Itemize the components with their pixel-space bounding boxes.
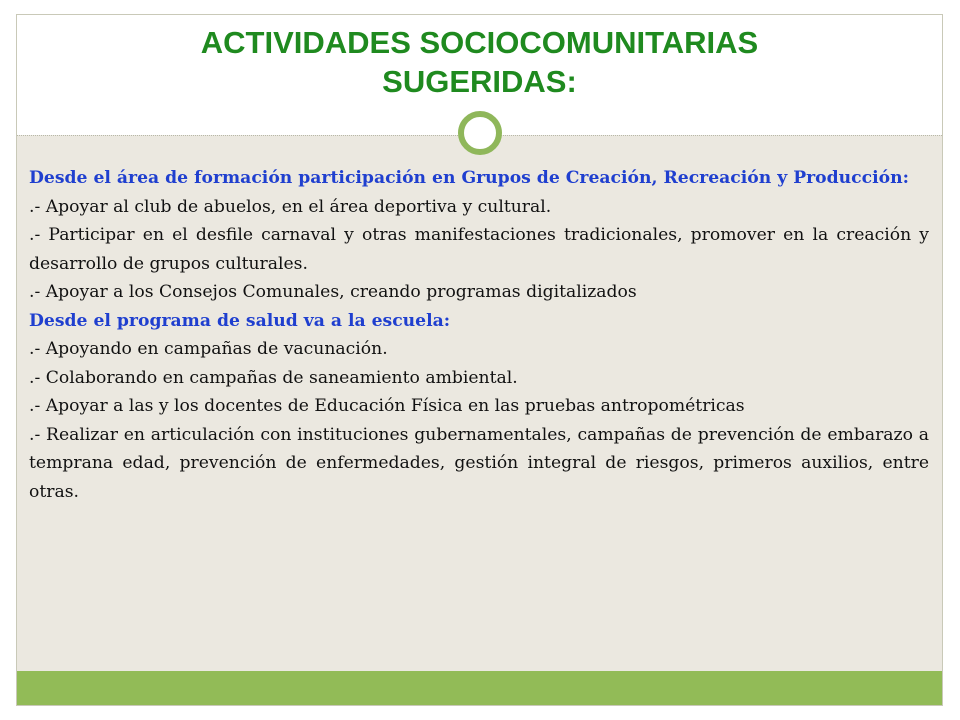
footer-bar <box>17 671 942 705</box>
list-item: .- Apoyando en campañas de vacunación. <box>29 339 388 359</box>
slide-title <box>17 23 942 101</box>
slide <box>16 14 943 706</box>
slide-body <box>29 164 929 506</box>
title-line-2: SUGERIDAS: <box>382 64 577 99</box>
section-heading-health: Desde el programa de salud va a la escuela: <box>29 310 451 331</box>
list-item: .- Participar en el desfile carnaval y otras manifestaciones tradicionales, promover en la creación y desarrollo de grupos culturales. <box>29 225 929 274</box>
list-item: .- Realizar en articulación con instituciones gubernamentales, campañas de prevención de embarazo a temprana edad, prevención de enfermedades, gestión integral de riesgos, primeros auxilios, entre otras. <box>29 424 929 502</box>
list-item: .- Apoyar a los Consejos Comunales, creando programas digitalizados <box>29 282 637 302</box>
list-item: .- Colaborando en campañas de saneamiento ambiental. <box>29 367 518 388</box>
circle-ornament-icon <box>458 111 502 155</box>
list-item: .- Apoyar a las y los docentes de Educación Física en las pruebas antropométricas <box>29 396 745 416</box>
list-item: .- Apoyar al club de abuelos, en el área deportiva y cultural. <box>29 196 552 217</box>
section-heading-creation: Desde el área de formación participación en Grupos de Creación, Recreación y Producción: <box>29 168 909 188</box>
title-line-1: ACTIVIDADES SOCIOCOMUNITARIAS <box>200 25 759 60</box>
